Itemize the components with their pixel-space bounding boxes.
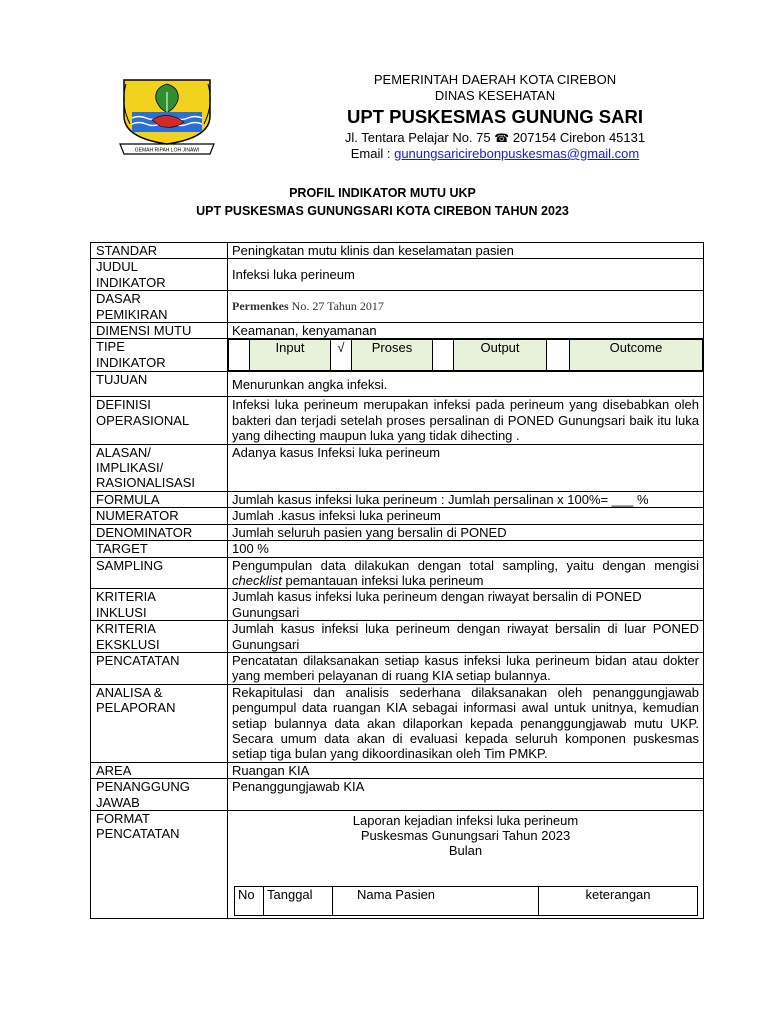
check-output[interactable] (433, 340, 454, 371)
department-name: DINAS KESEHATAN (434, 88, 556, 103)
label-alasan (91, 444, 228, 491)
row-tujuan (91, 372, 704, 397)
address-street: Jl. Tentara Pelajar No. 75 (344, 130, 491, 145)
value-tujuan: Menurunkan angka infeksi. (228, 372, 704, 397)
label-denominator: DENOMINATOR (91, 524, 228, 540)
value-inklusi (228, 589, 704, 621)
format-line1: Laporan kejadian infeksi luka perineum (352, 813, 579, 828)
col-nama-pasien: Nama Pasien (333, 887, 539, 916)
row-format (91, 811, 704, 919)
row-judul (91, 259, 704, 291)
value-eksklusi: Jumlah kasus infeksi luka perineum dengan riwayat bersalin di luar PONED Gunungsari (228, 621, 704, 653)
row-pencatatan (91, 652, 704, 684)
value-sampling-pre: Pengumpulan data dilakukan dengan total sampling, yaitu dengan mengisi (232, 557, 699, 573)
email-label: Email : (350, 146, 391, 161)
emblem-motto: GEMAH RIPAH LOH JINAWI (134, 147, 200, 154)
label-inklusi (91, 589, 228, 621)
value-dasar-rest: No. 27 Tahun 2017 (291, 298, 384, 313)
value-penanggung-jawab: Penanggungjawab KIA (228, 779, 704, 811)
document-title (90, 184, 675, 220)
row-definisi (91, 397, 704, 444)
address-phone-city: 207154 Cirebon 45131 (512, 130, 646, 145)
value-area: Ruangan KIA (228, 762, 704, 778)
email-line (245, 146, 745, 162)
value-dasar-bold: Permenkes (232, 298, 289, 313)
format-line3: Bulan (448, 843, 483, 858)
label-alasan-3: RASIONALISASI (96, 475, 195, 491)
value-numerator: Jumlah .kasus infeksi luka perineum (228, 508, 704, 524)
check-outcome[interactable] (547, 340, 570, 371)
col-tanggal: Tanggal (264, 887, 333, 916)
label-definisi-1: DEFINISI (96, 397, 151, 413)
col-keterangan: keterangan (539, 887, 698, 916)
label-format-1: FORMAT (96, 811, 150, 826)
indicator-profile-table (90, 242, 704, 919)
value-format (228, 811, 704, 919)
label-tipe (91, 339, 228, 372)
value-sampling-italic: checklist (232, 572, 282, 588)
row-numerator (91, 508, 704, 524)
row-inklusi (91, 589, 704, 621)
letterhead (245, 72, 745, 162)
check-input[interactable] (229, 340, 250, 371)
label-analisa-2: PELAPORAN (96, 700, 176, 716)
row-dasar (91, 291, 704, 323)
value-analisa: Rekapitulasi dan analisis sederhana dilaksanakan oleh penanggungjawab pengumpul data ruangan KIA sebagai informasi awal untuk unitnya, kemudian setiap bulannya data akan dilaporkan kepada penanggungjawab mutu UKP. Secara umum data akan di evaluasi kepada seluruh komponen puskesmas setiap tiga bulan yang dikoordinasikan oleh Tim PMKP. (228, 684, 704, 762)
label-judul-2: INDIKATOR (96, 274, 166, 290)
row-formula (91, 491, 704, 507)
row-standar (91, 243, 704, 259)
indicator-type-table (228, 339, 703, 371)
government-name: PEMERINTAH DAERAH KOTA CIREBON (373, 72, 617, 87)
value-denominator: Jumlah seluruh pasien yang bersalin di PONED (228, 524, 704, 540)
type-proses: Proses (352, 340, 433, 371)
type-input: Input (250, 340, 331, 371)
label-inklusi-2: INKLUSI (96, 604, 147, 620)
value-dimensi: Keamanan, kenyamanan (228, 323, 704, 339)
label-format-2: PENCATATAN (96, 826, 180, 842)
value-sampling (228, 557, 704, 589)
row-dimensi (91, 323, 704, 339)
value-alasan: Adanya kasus Infeksi luka perineum (228, 444, 704, 491)
label-standar: STANDAR (91, 243, 228, 259)
label-alasan-1: ALASAN/ (96, 444, 151, 460)
format-heading (232, 811, 699, 858)
label-dasar-1: DASAR (96, 291, 141, 307)
value-judul (228, 259, 704, 291)
row-alasan (91, 444, 704, 491)
label-pj-2: JAWAB (96, 794, 140, 810)
label-tipe-1: TIPE (96, 339, 125, 355)
value-definisi: Infeksi luka perineum merupakan infeksi pada perineum yang disebabkan oleh bakteri dan terjadi setelah proses persalinan di PONED Gunungsari baik itu luka yang dihecting maupun luka yang tidak dihecting . (228, 397, 704, 444)
row-target (91, 541, 704, 557)
label-analisa-1: ANALISA & (96, 684, 163, 700)
row-penanggung-jawab (91, 779, 704, 811)
type-output: Output (454, 340, 547, 371)
label-dimensi: DIMENSI MUTU (91, 323, 228, 339)
label-definisi (91, 397, 228, 444)
label-judul-1: JUDUL (96, 259, 138, 275)
label-eksklusi-2: EKSKLUSI (96, 636, 160, 652)
label-sampling: SAMPLING (91, 557, 228, 589)
label-target: TARGET (91, 541, 228, 557)
label-penanggung-jawab (91, 779, 228, 811)
label-analisa (91, 684, 228, 762)
check-proses[interactable]: √ (331, 340, 352, 371)
row-eksklusi (91, 621, 704, 653)
row-sampling (91, 557, 704, 589)
label-dasar (91, 291, 228, 323)
label-tujuan: TUJUAN (91, 372, 228, 397)
label-alasan-2: IMPLIKASI/ (96, 460, 164, 476)
label-area: AREA (91, 762, 228, 778)
label-eksklusi (91, 621, 228, 653)
col-no: No (235, 887, 264, 916)
row-tipe (91, 339, 704, 372)
institution-name: UPT PUSKESMAS GUNUNG SARI (346, 106, 644, 127)
format-line2: Puskesmas Gunungsari Tahun 2023 (360, 828, 571, 843)
city-emblem-logo (112, 74, 222, 160)
label-format (91, 811, 228, 919)
label-judul (91, 259, 228, 291)
label-dasar-2: PEMIKIRAN (96, 306, 168, 322)
value-dasar (228, 291, 704, 323)
value-standar: Peningkatan mutu klinis dan keselamatan pasien (228, 243, 704, 259)
label-inklusi-1: KRITERIA (96, 589, 156, 605)
row-area (91, 762, 704, 778)
value-sampling-post: pemantauan infeksi luka perineum (281, 572, 484, 588)
value-tipe (228, 339, 704, 372)
label-numerator: NUMERATOR (91, 508, 228, 524)
label-formula: FORMULA (91, 491, 228, 507)
report-format-header-row (235, 887, 698, 916)
type-outcome: Outcome (570, 340, 703, 371)
report-format-table (234, 886, 698, 916)
value-target: 100 % (228, 541, 704, 557)
label-tipe-2: INDIKATOR (96, 354, 166, 370)
label-eksklusi-1: KRITERIA (96, 621, 156, 637)
document-title-line2: UPT PUSKESMAS GUNUNGSARI KOTA CIREBON TAHUN 2023 (196, 204, 569, 218)
row-analisa (91, 684, 704, 762)
label-pencatatan: PENCATATAN (91, 652, 228, 684)
row-denominator (91, 524, 704, 540)
value-pencatatan: Pencatatan dilaksanakan setiap kasus infeksi luka perineum bidan atau dokter yang memberi pelayanan di ruang KIA setiap bulannya. (228, 652, 704, 684)
value-judul-text: Infeksi luka perineum (232, 267, 355, 283)
label-pj-1: PENANGGUNG (96, 779, 190, 795)
email-link[interactable]: gunungsaricirebonpuskesmas@gmail.com (394, 146, 640, 161)
value-inklusi-text: Jumlah kasus infeksi luka perineum dengan riwayat bersalin di PONED Gunungsari (232, 589, 642, 620)
label-definisi-2: OPERASIONAL (96, 412, 190, 428)
address-line (245, 130, 745, 146)
phone-icon: ☎ (494, 131, 510, 145)
value-formula: Jumlah kasus infeksi luka perineum : Jumlah persalinan x 100%= ___ % (228, 491, 704, 507)
document-title-line1: PROFIL INDIKATOR MUTU UKP (289, 186, 476, 200)
